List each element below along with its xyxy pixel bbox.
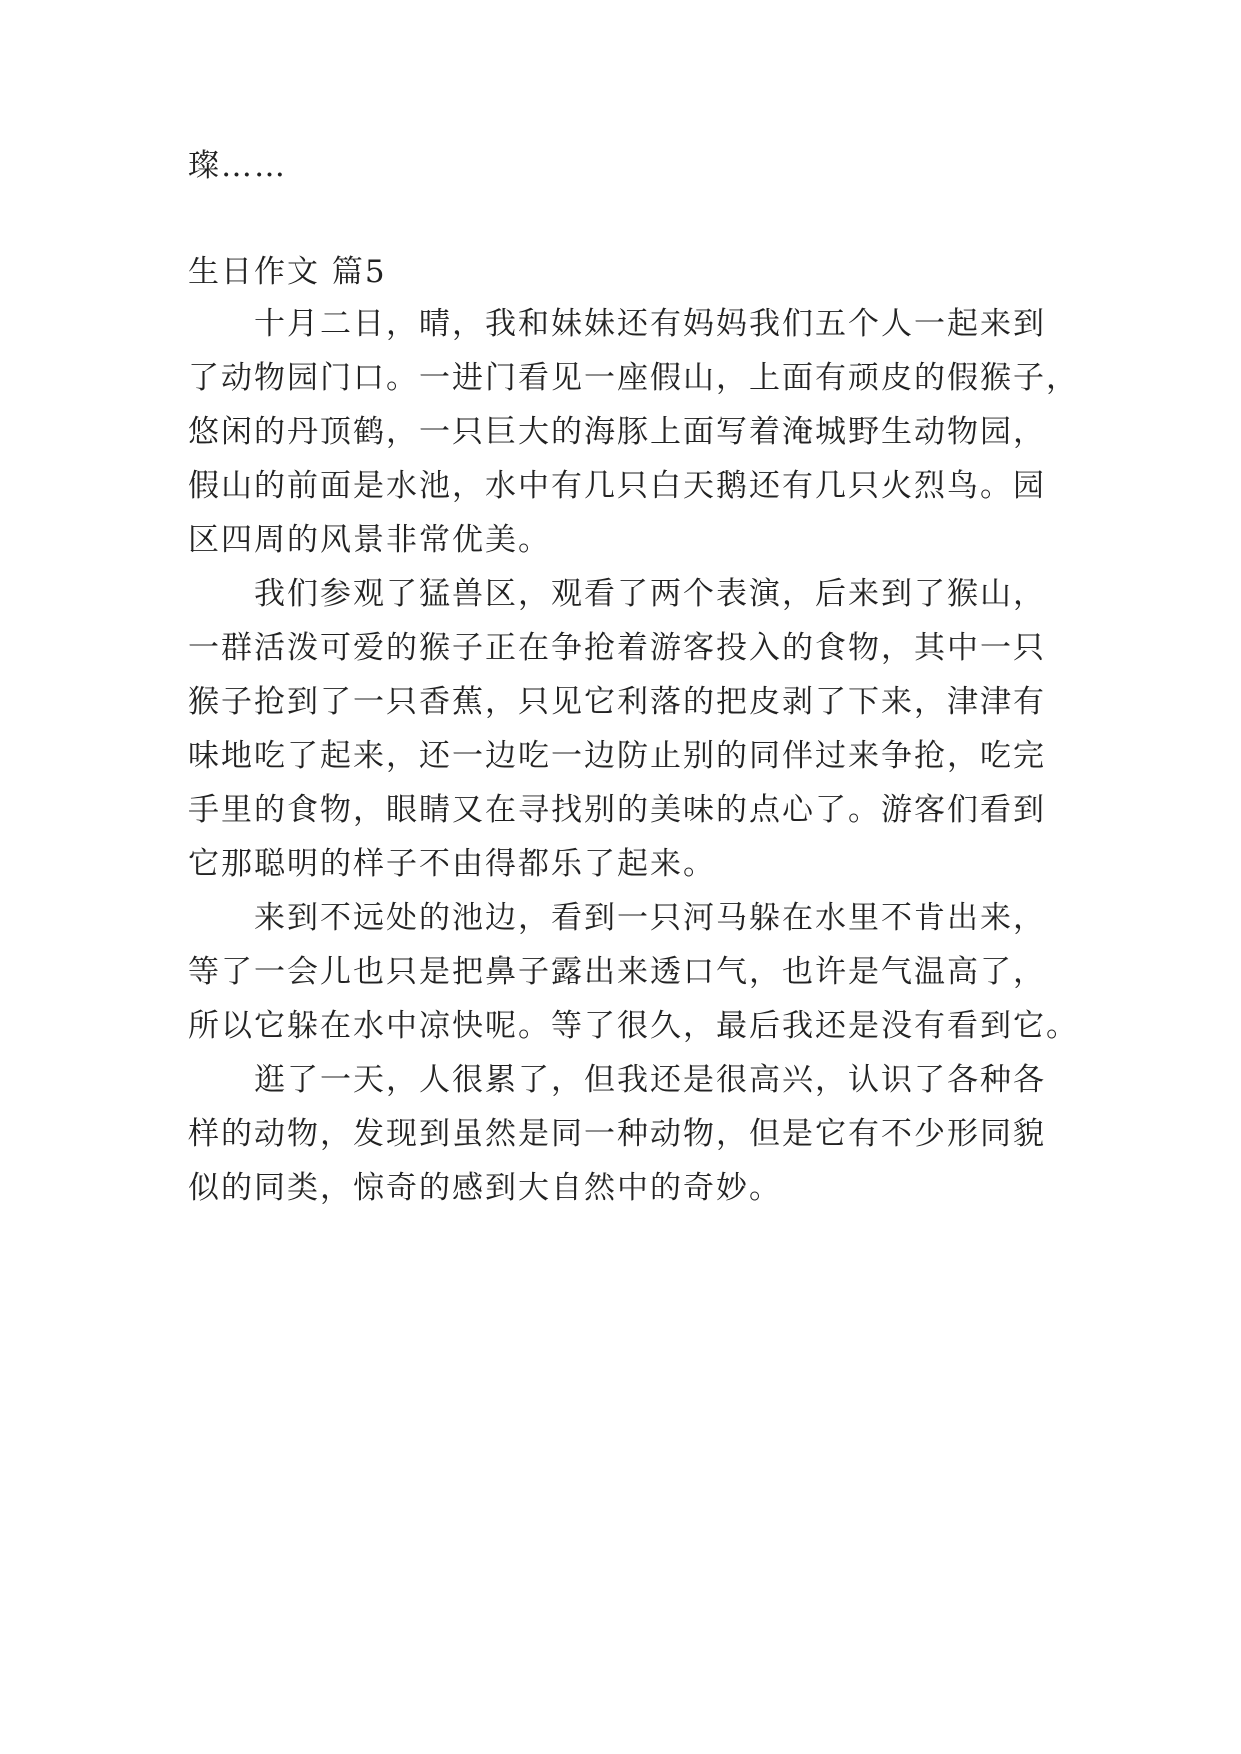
fragment-text: 璨……: [188, 148, 287, 184]
paragraph-2-line-2: 一群活泼可爱的猴子正在争抢着游客投入的食物，其中一只: [188, 630, 1046, 666]
paragraph-2-line-6: 它那聪明的样子不由得都乐了起来。: [188, 846, 716, 882]
paragraph-3-line-3: 所以它躲在水中凉快呢。等了很久，最后我还是没有看到它。: [188, 1008, 1079, 1044]
paragraph-1-line-2: 了动物园门口。一进门看见一座假山，上面有顽皮的假猴子，: [188, 360, 1079, 396]
paragraph-3-line-2: 等了一会儿也只是把鼻子露出来透口气，也许是气温高了，: [188, 954, 1046, 990]
paragraph-2-line-5: 手里的食物，眼睛又在寻找别的美味的点心了。游客们看到: [188, 792, 1046, 828]
paragraph-3-line-1: 来到不远处的池边，看到一只河马躲在水里不肯出来，: [254, 900, 1046, 936]
paragraph-1-line-5: 区四周的风景非常优美。: [188, 522, 551, 558]
essay-heading: 生日作文 篇5: [188, 254, 387, 290]
paragraph-1-line-4: 假山的前面是水池，水中有几只白天鹅还有几只火烈鸟。园: [188, 468, 1046, 504]
paragraph-2-line-3: 猴子抢到了一只香蕉，只见它利落的把皮剥了下来，津津有: [188, 684, 1046, 720]
paragraph-1-line-1: 十月二日，晴，我和妹妹还有妈妈我们五个人一起来到: [254, 306, 1046, 342]
paragraph-2-line-1: 我们参观了猛兽区，观看了两个表演，后来到了猴山，: [254, 576, 1046, 612]
paragraph-2-line-4: 味地吃了起来，还一边吃一边防止别的同伴过来争抢，吃完: [188, 738, 1046, 774]
paragraph-4-line-2: 样的动物，发现到虽然是同一种动物，但是它有不少形同貌: [188, 1116, 1046, 1152]
paragraph-4-line-3: 似的同类，惊奇的感到大自然中的奇妙。: [188, 1170, 782, 1206]
paragraph-1-line-3: 悠闲的丹顶鹤，一只巨大的海豚上面写着淹城野生动物园，: [188, 414, 1046, 450]
paragraph-4-line-1: 逛了一天，人很累了，但我还是很高兴，认识了各种各: [254, 1062, 1046, 1098]
